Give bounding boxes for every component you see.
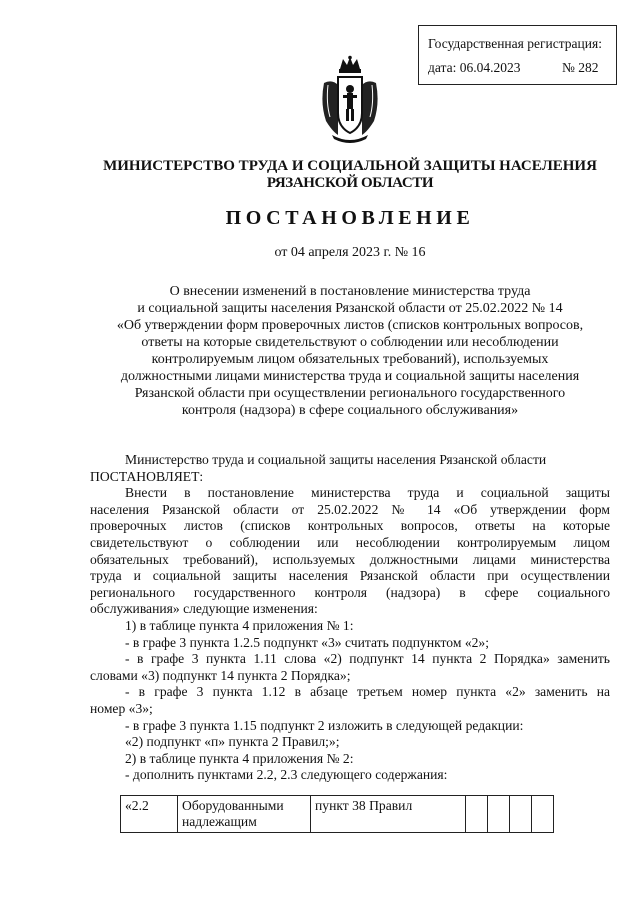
main-paragraph-line: проверочных листов (списков контрольных вопросов, ответы на которые [90,518,610,534]
registration-date: дата: 06.04.2023 [428,60,521,75]
table-cell-reference: пункт 38 Правил [311,796,466,833]
document-subject [90,283,610,419]
amendment-1a: - в графе 3 пункта 1.2.5 подпункт «3» считать подпунктом «2»; [125,634,490,650]
amendment-1d: - в графе 3 пункта 1.15 подпункт 2 изложить в следующей редакции: [125,717,524,733]
main-paragraph-line: труда и социальной защиты населения Рязанской области при осуществлении [90,568,610,584]
amendment-item-1: 1) в таблице пункта 4 приложения № 1: [125,617,354,633]
amendment-1b-line1: - в графе 3 пункта 1.11 слова «2) подпункт 14 пункта 2 Порядка» заменить [125,651,610,667]
main-paragraph-line: Внести в постановление министерства труда и социальной защиты [125,485,610,501]
resolves-word: ПОСТАНОВЛЯЕТ: [90,468,204,484]
ministry-name-line1: МИНИСТЕРСТВО ТРУДА И СОЦИАЛЬНОЙ ЗАЩИТЫ НАСЕЛЕНИЯ [103,158,597,174]
registration-details [428,59,599,77]
inserted-table [120,795,554,833]
main-paragraph-line: регионального государственного контроля (надзора) в сфере социального [90,584,610,600]
amendment-1c-line2: номер «3»; [90,700,153,716]
table-cell-question [178,796,311,833]
amendment-1d-quote: «2) подпункт «п» пункта 2 Правил;»; [125,734,340,750]
amendment-1b-line2: словами «3) подпункт 14 пункта 2 Порядка»; [90,667,351,683]
ministry-name [60,158,640,192]
registration-number: № 282 [562,60,599,75]
subject-line: и социальной защиты населения Рязанской области от 25.02.2022 № 14 [137,301,563,316]
main-paragraph-last-line: обслуживания» следующие изменения: [90,601,318,617]
table-row [121,796,554,833]
registration-box [418,25,617,85]
table-cell-empty [466,796,488,833]
registration-title: Государственная регистрация: [428,36,602,51]
table-cell-empty [532,796,554,833]
document-date-number: от 04 апреля 2023 г. № 16 [274,245,426,260]
table-cell-number: «2.2 [121,796,178,833]
main-paragraph-line: обязательных требований), используемых должностными лицами министерства [90,551,610,567]
subject-line: О внесении изменений в постановление министерства труда [169,284,531,299]
amendment-1c-line1: - в графе 3 пункта 1.12 в абзаце третьем номер пункта «2» заменить на [125,684,610,700]
main-paragraph-line: населения Рязанской области от 25.02.2022 № 14 «Об утверждении форм [90,501,610,517]
subject-line: контролируемым лицом обязательных требований), используемых [151,352,549,367]
subject-line: «Об утверждении форм проверочных листов (списков контрольных вопросов, [116,318,584,333]
subject-line: ответы на которые свидетельствуют о соблюдении или несоблюдении [141,335,559,350]
table-cell-empty [488,796,510,833]
table-cell-question-line: Оборудованными [182,798,284,813]
ministry-name-line2: РЯЗАНСКОЙ ОБЛАСТИ [266,175,434,191]
amendment-2a: - дополнить пунктами 2.2, 2.3 следующего содержания: [125,767,448,783]
table-cell-empty [510,796,532,833]
subject-line: Рязанской области при осуществлении регионального государственного [134,386,566,401]
subject-line: контроля (надзора) в сфере социального обслуживания» [181,403,519,418]
document-body [90,452,610,784]
table-cell-question-line: надлежащим [182,814,257,829]
subject-line: должностными лицами министерства труда и социальной защиты населения [120,369,580,384]
amendment-item-2: 2) в таблице пункта 4 приложения № 2: [125,750,354,766]
coat-of-arms-icon [318,55,382,143]
document-type-title: ПОСТАНОВЛЕНИЕ [225,207,475,229]
main-paragraph-line: свидетельствуют о соблюдении или несоблюдении контролируемым лицом [90,534,610,550]
intro-line: Министерство труда и социальной защиты населения Рязанской области [125,452,547,467]
